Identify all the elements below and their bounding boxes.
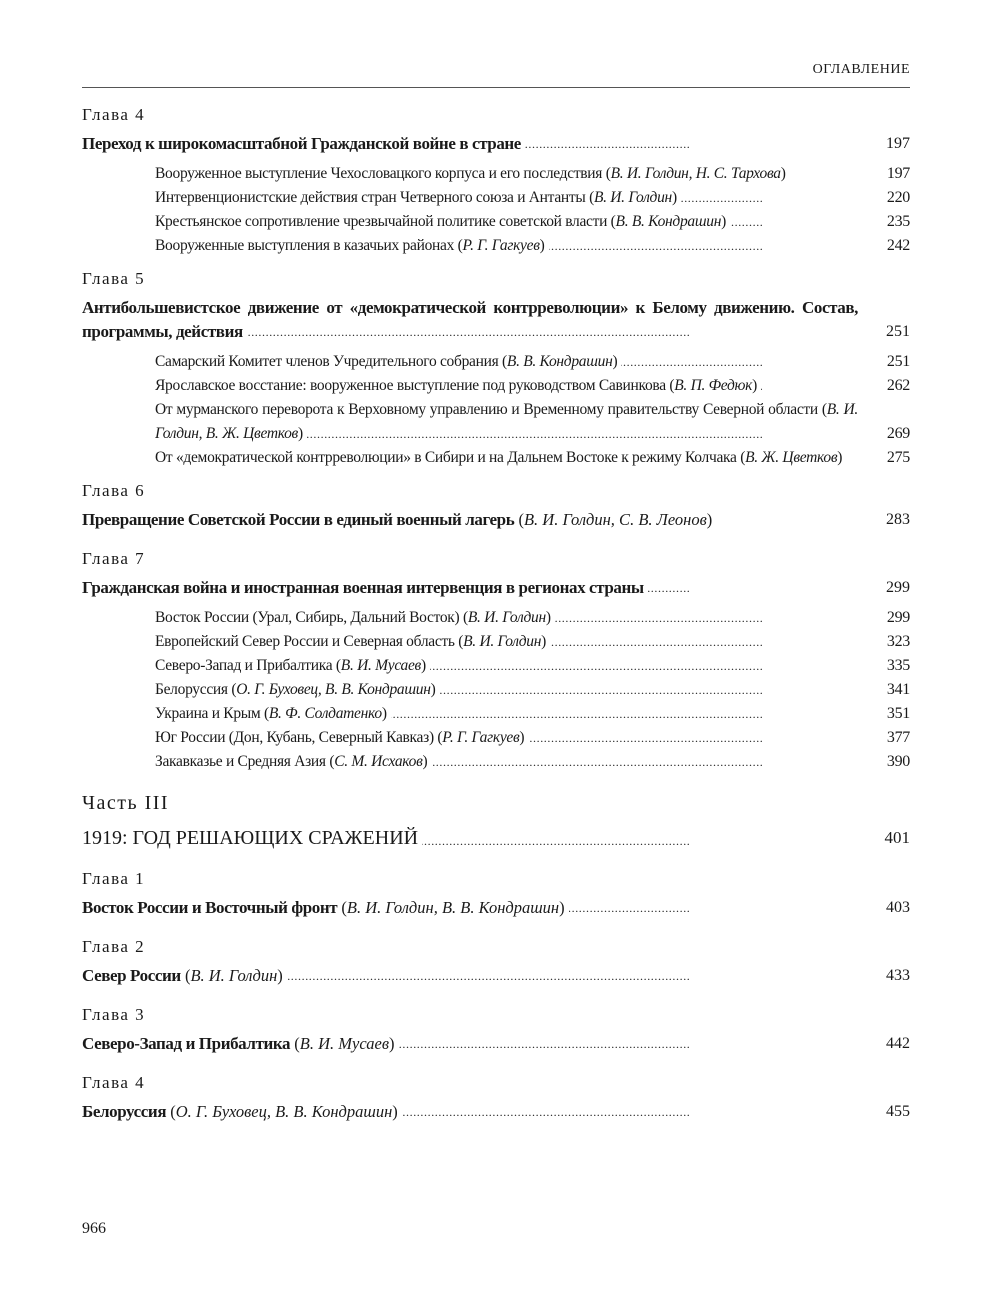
entry-author: ( В. И. Голдин ) <box>185 966 283 985</box>
entry-author: ( В. И. Мусаев ) <box>294 1034 394 1053</box>
entry-author: ( Р. Г. Гагкуев ) <box>437 729 524 746</box>
chapter-group <box>82 103 910 258</box>
entry-title: 1919: ГОД РЕШАЮЩИХ СРАЖЕНИЙ <box>82 827 419 849</box>
entry-page-number: 251 <box>886 320 910 344</box>
entry-text <box>155 401 858 442</box>
chapter-group <box>82 867 910 920</box>
toc-entry[interactable] <box>155 162 910 186</box>
entry-text <box>155 353 621 370</box>
entry-author: ( В. И. Голдин ) <box>589 189 677 206</box>
page-number: 966 <box>82 1220 106 1237</box>
running-header-title: ОГЛАВЛЕНИЕ <box>812 62 910 77</box>
running-header <box>82 60 910 88</box>
toc-entry[interactable] <box>155 186 910 210</box>
toc-entry[interactable] <box>155 234 910 258</box>
entry-title: Самарский Комитет членов Учредительного собрания <box>155 353 499 370</box>
entry-author: ( В. Ж. Цветков ) <box>740 449 842 466</box>
entry-text <box>155 657 430 674</box>
chapter-label: Глава 4 <box>82 105 146 124</box>
entry-page-number: 283 <box>886 508 910 532</box>
entry-author: ( В. И. Голдин, Н. С. Тархова ) <box>606 165 786 182</box>
toc-entry[interactable] <box>155 702 910 726</box>
entry-page-number: 220 <box>887 186 910 210</box>
entry-author: ( В. П. Федюк ) <box>669 377 757 394</box>
entry-text <box>155 681 439 698</box>
chapter-group <box>82 935 910 988</box>
entry-text <box>155 213 730 230</box>
entry-title: Закавказье и Средняя Азия <box>155 753 326 770</box>
entry-text <box>155 609 555 626</box>
entry-title: Вооруженные выступления в казачьих районах <box>155 237 455 254</box>
entry-page-number: 455 <box>886 1100 910 1124</box>
entry-page-number: 390 <box>887 750 910 774</box>
entry-title: От «демократической контрреволюции» в Сибири и на Дальнем Востоке к режиму Колчака <box>155 449 737 466</box>
entry-title: Северо-Запад и Прибалтика <box>82 1034 291 1053</box>
entry-text <box>155 753 431 770</box>
entry-author: ( В. И. Голдин ) <box>463 609 551 626</box>
entry-title: Белоруссия <box>82 1102 167 1121</box>
subsection-list <box>155 350 910 470</box>
entry-title: Антибольшевистское движение от «демократической контрреволюции» к Белому движению. Состав, программы, действия <box>82 298 858 341</box>
entry-text <box>155 189 681 206</box>
entry-author: ( О. Г. Буховец, В. В. Кондрашин ) <box>231 681 435 698</box>
toc-entry[interactable] <box>155 726 910 750</box>
toc-entry[interactable] <box>82 132 910 156</box>
entry-title: Превращение Советской России в единый военный лагерь <box>82 510 515 529</box>
entry-title: Восток России (Урал, Сибирь, Дальний Восток) <box>155 609 460 626</box>
entry-author: ( В. В. Кондрашин ) <box>611 213 726 230</box>
entry-title: Украина и Крым <box>155 705 261 722</box>
chapter-group <box>82 479 910 532</box>
table-of-contents <box>82 103 910 1139</box>
subsection-list <box>155 606 910 774</box>
toc-entry[interactable] <box>155 210 910 234</box>
entry-page-number: 262 <box>887 374 910 398</box>
chapter-label: Глава 2 <box>82 937 146 956</box>
entry-title: Ярославское восстание: вооруженное выступление под руководством Савинкова <box>155 377 666 394</box>
entry-author: ( С. М. Исхаков ) <box>329 753 427 770</box>
entry-text <box>82 827 422 849</box>
toc-entry[interactable] <box>155 398 910 446</box>
toc-entry[interactable] <box>82 1100 910 1124</box>
chapter-label: Глава 7 <box>82 549 146 568</box>
entry-author: ( В. И. Голдин, В. Ж. Цветков ) <box>155 401 858 442</box>
toc-entry[interactable] <box>82 823 910 853</box>
entry-title: Гражданская война и иностранная военная интервенция в регионах страны <box>82 578 644 597</box>
entry-title: Европейский Север России и Северная область <box>155 633 455 650</box>
entry-text <box>155 377 761 394</box>
entry-title: Восток России и Восточный фронт <box>82 898 338 917</box>
entry-page-number: 251 <box>887 350 910 374</box>
entry-page-number: 235 <box>887 210 910 234</box>
entry-text <box>82 898 569 917</box>
entry-author: ( О. Г. Буховец, В. В. Кондрашин ) <box>170 1102 398 1121</box>
part-label: Часть III <box>82 792 170 814</box>
entry-page-number: 341 <box>887 678 910 702</box>
entry-page-number: 323 <box>887 630 910 654</box>
entry-page-number: 401 <box>885 823 911 853</box>
toc-entry[interactable] <box>82 576 910 600</box>
entry-page-number: 299 <box>887 606 910 630</box>
entry-page-number: 377 <box>887 726 910 750</box>
entry-title: Переход к широкомасштабной Гражданской войне в стране <box>82 134 521 153</box>
entry-title: Юг России (Дон, Кубань, Северный Кавказ) <box>155 729 434 746</box>
entry-text <box>82 1102 402 1121</box>
entry-text <box>155 633 550 650</box>
entry-text <box>82 578 648 597</box>
entry-title: Север России <box>82 966 181 985</box>
toc-entry[interactable] <box>155 374 910 398</box>
entry-text <box>82 510 716 529</box>
toc-entry[interactable] <box>82 508 910 532</box>
toc-entry[interactable] <box>155 678 910 702</box>
entry-title: Крестьянское сопротивление чрезвычайной политике советской власти <box>155 213 608 230</box>
chapter-group <box>82 267 910 470</box>
toc-entry[interactable] <box>155 606 910 630</box>
entry-text <box>82 298 858 341</box>
chapter-label: Глава 4 <box>82 1073 146 1092</box>
entry-title: Интервенционистские действия стран Четверного союза и Антанты <box>155 189 586 206</box>
toc-entry[interactable] <box>82 1032 910 1056</box>
subsection-list <box>155 162 910 258</box>
entry-text <box>155 705 391 722</box>
entry-page-number: 269 <box>887 422 910 446</box>
toc-entry[interactable] <box>155 350 910 374</box>
toc-entry[interactable] <box>82 896 910 920</box>
entry-page-number: 275 <box>887 446 910 470</box>
entry-page-number: 335 <box>887 654 910 678</box>
part-heading <box>82 789 910 853</box>
toc-entry[interactable] <box>82 964 910 988</box>
entry-title: Белоруссия <box>155 681 228 698</box>
entry-text <box>155 237 549 254</box>
entry-author: ( Р. Г. Гагкуев ) <box>458 237 545 254</box>
entry-text <box>155 729 528 746</box>
entry-author: ( В. Ф. Солдатенко ) <box>264 705 387 722</box>
chapter-group <box>82 1071 910 1124</box>
entry-text <box>82 134 525 153</box>
chapter-label: Глава 1 <box>82 869 146 888</box>
entry-title: От мурманского переворота к Верховному управлению и Временному правительству Северной области <box>155 401 818 418</box>
entry-author: ( В. И. Мусаев ) <box>336 657 426 674</box>
entry-page-number: 433 <box>886 964 910 988</box>
entry-page-number: 351 <box>887 702 910 726</box>
entry-page-number: 403 <box>886 896 910 920</box>
entry-page-number: 442 <box>886 1032 910 1056</box>
chapter-group <box>82 1003 910 1056</box>
entry-author: ( В. И. Голдин, С. В. Леонов ) <box>518 510 712 529</box>
entry-page-number: 299 <box>886 576 910 600</box>
entry-text <box>82 966 287 985</box>
toc-entry[interactable] <box>82 296 910 344</box>
chapter-label: Глава 6 <box>82 481 146 500</box>
entry-author: ( В. И. Голдин ) <box>458 633 546 650</box>
chapter-group <box>82 547 910 774</box>
entry-text <box>82 1034 398 1053</box>
entry-title: Северо-Запад и Прибалтика <box>155 657 333 674</box>
entry-author: ( В. И. Голдин, В. В. Кондрашин ) <box>341 898 564 917</box>
chapter-label: Глава 3 <box>82 1005 146 1024</box>
entry-page-number: 197 <box>886 132 910 156</box>
entry-page-number: 197 <box>887 162 910 186</box>
entry-author: ( В. В. Кондрашин ) <box>502 353 617 370</box>
entry-text <box>155 449 846 466</box>
entry-page-number: 242 <box>887 234 910 258</box>
toc-entry[interactable] <box>155 654 910 678</box>
entry-text <box>155 165 790 182</box>
toc-entry[interactable] <box>155 446 910 470</box>
entry-title: Вооруженное выступление Чехословацкого корпуса и его последствия <box>155 165 603 182</box>
toc-entry[interactable] <box>155 630 910 654</box>
chapter-label: Глава 5 <box>82 269 146 288</box>
toc-entry[interactable] <box>155 750 910 774</box>
